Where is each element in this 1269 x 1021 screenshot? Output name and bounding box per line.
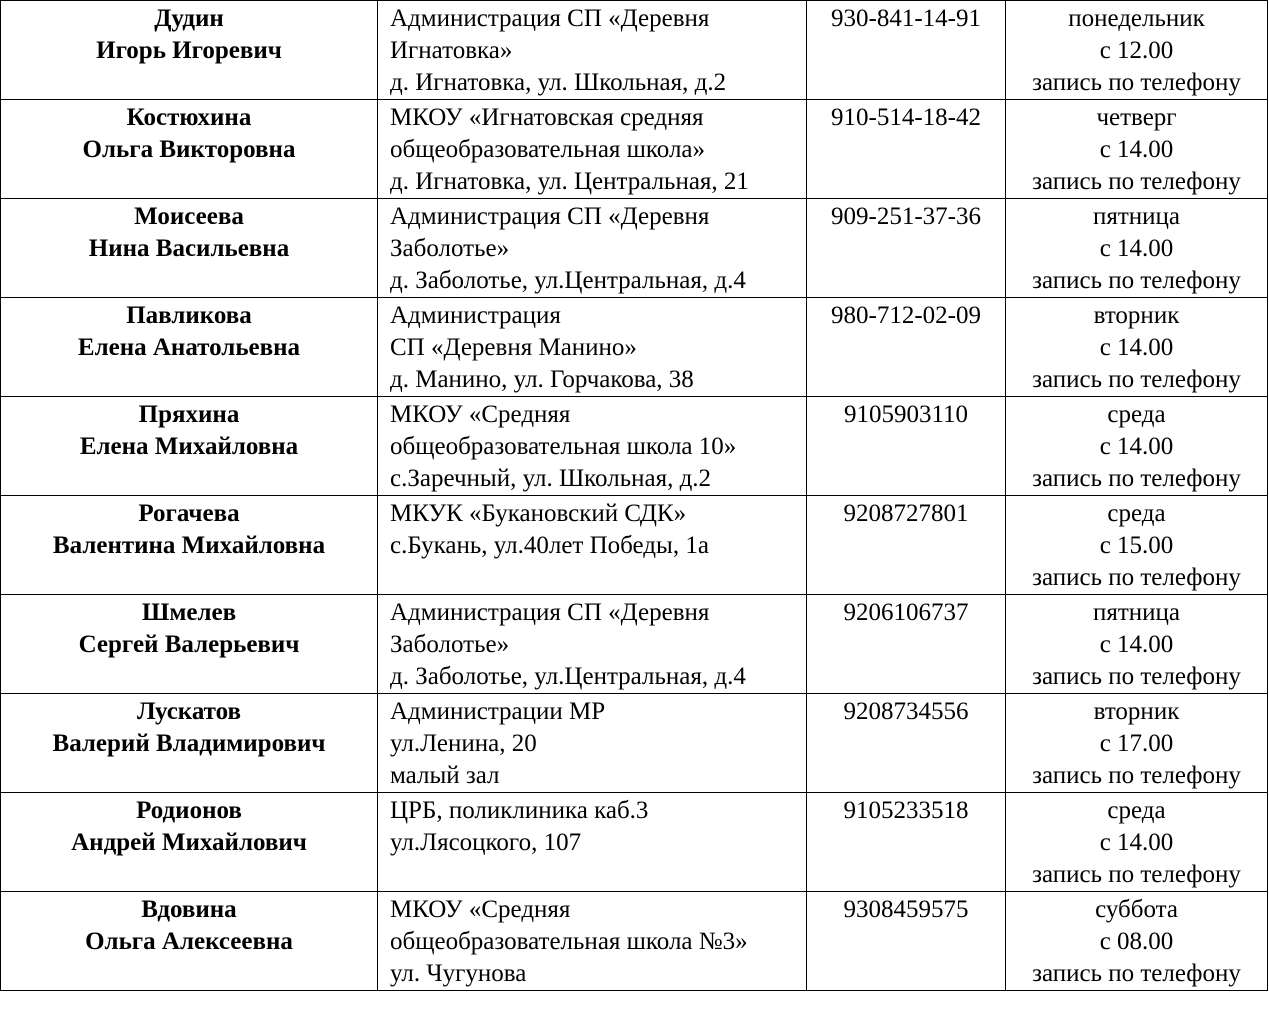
reception-place-cell [378, 199, 807, 298]
reception-hour: с 15.00 [1099, 532, 1174, 559]
place-line: ул. Чугунова [390, 960, 527, 987]
reception-day: четверг [1096, 104, 1177, 131]
person-surname: Вдовина [141, 896, 237, 923]
person-name-cell [1, 397, 378, 496]
reception-place-cell [378, 694, 807, 793]
person-surname: Рогачева [138, 500, 240, 527]
table-row [1, 694, 1268, 793]
reception-time-cell [1006, 595, 1268, 694]
reception-hour: с 12.00 [1099, 37, 1174, 64]
table-row [1, 793, 1268, 892]
place-line: д. Игнатовка, ул. Школьная, д.2 [390, 69, 727, 96]
appointment-note: запись по телефону [1032, 69, 1241, 96]
reception-time-cell [1006, 199, 1268, 298]
reception-hour: с 14.00 [1099, 433, 1174, 460]
phone-cell [807, 496, 1006, 595]
phone-cell [807, 793, 1006, 892]
reception-time-cell [1006, 1, 1268, 100]
reception-hour: с 14.00 [1099, 136, 1174, 163]
table-row [1, 199, 1268, 298]
person-name-cell [1, 298, 378, 397]
phone-number: 9308459575 [843, 896, 969, 923]
person-surname: Костюхина [126, 104, 252, 131]
place-line: Администрация [390, 302, 561, 329]
reception-hour: с 17.00 [1099, 730, 1174, 757]
reception-place-cell [378, 595, 807, 694]
reception-day: среда [1107, 401, 1166, 428]
place-line: Игнатовка» [390, 37, 513, 64]
appointment-note: запись по телефону [1032, 465, 1241, 492]
reception-hour: с 08.00 [1099, 928, 1174, 955]
person-given-names: Ольга Викторовна [82, 136, 296, 163]
appointment-note: запись по телефону [1032, 960, 1241, 987]
person-surname: Родионов [136, 797, 242, 824]
reception-day: среда [1107, 500, 1166, 527]
table-row [1, 595, 1268, 694]
phone-number: 9208734556 [843, 698, 969, 725]
place-line: Заболотье» [390, 235, 510, 262]
phone-cell [807, 397, 1006, 496]
place-line: с.Заречный, ул. Школьная, д.2 [390, 465, 712, 492]
phone-cell [807, 298, 1006, 397]
phone-cell [807, 199, 1006, 298]
place-line: д. Манино, ул. Горчакова, 38 [390, 366, 694, 393]
appointment-note: запись по телефону [1032, 564, 1241, 591]
reception-place-cell [378, 100, 807, 199]
phone-cell [807, 892, 1006, 991]
phone-cell [807, 1, 1006, 100]
appointment-note: запись по телефону [1032, 366, 1241, 393]
place-line: СП «Деревня Манино» [390, 334, 637, 361]
place-line: ул.Лясоцкого, 107 [390, 829, 582, 856]
place-line: с.Букань, ул.40лет Победы, 1а [390, 532, 709, 559]
person-given-names: Ольга Алексеевна [85, 928, 293, 955]
place-line: малый зал [390, 762, 500, 789]
phone-number: 910-514-18-42 [831, 104, 981, 131]
reception-time-cell [1006, 298, 1268, 397]
phone-number: 980-712-02-09 [831, 302, 981, 329]
phone-number: 9105903110 [843, 401, 969, 428]
place-line: д. Игнатовка, ул. Центральная, 21 [390, 168, 749, 195]
reception-day: суббота [1095, 896, 1178, 923]
table-row [1, 496, 1268, 595]
place-line: МКУК «Букановский СДК» [390, 500, 687, 527]
appointment-note: запись по телефону [1032, 267, 1241, 294]
table-row [1, 397, 1268, 496]
place-line: МКОУ «Средняя [390, 896, 571, 923]
phone-number: 9208727801 [843, 500, 969, 527]
place-line: ЦРБ, поликлиника каб.3 [390, 797, 649, 824]
reception-time-cell [1006, 100, 1268, 199]
person-given-names: Елена Михайловна [79, 433, 299, 460]
reception-time-cell [1006, 397, 1268, 496]
phone-cell [807, 595, 1006, 694]
place-line: Администрация СП «Деревня [390, 203, 710, 230]
appointment-note: запись по телефону [1032, 861, 1241, 888]
person-given-names: Валерий Владимирович [52, 730, 326, 757]
person-given-names: Елена Анатольевна [77, 334, 301, 361]
place-line: д. Заболотье, ул.Центральная, д.4 [390, 267, 746, 294]
reception-day: пятница [1092, 203, 1181, 230]
reception-day: среда [1107, 797, 1166, 824]
place-line: Администрация СП «Деревня [390, 5, 710, 32]
reception-hour: с 14.00 [1099, 631, 1174, 658]
person-given-names: Сергей Валерьевич [78, 631, 300, 658]
reception-place-cell [378, 298, 807, 397]
place-line: ул.Ленина, 20 [390, 730, 537, 757]
reception-time-cell [1006, 793, 1268, 892]
person-given-names: Нина Васильевна [88, 235, 290, 262]
person-name-cell [1, 595, 378, 694]
phone-cell [807, 694, 1006, 793]
person-surname: Павликова [126, 302, 252, 329]
phone-number: 909-251-37-36 [831, 203, 981, 230]
person-given-names: Игорь Игоревич [96, 37, 282, 64]
reception-day: понедельник [1068, 5, 1205, 32]
person-name-cell [1, 100, 378, 199]
reception-time-cell [1006, 892, 1268, 991]
table-row [1, 100, 1268, 199]
person-name-cell [1, 1, 378, 100]
appointment-note: запись по телефону [1032, 762, 1241, 789]
person-surname: Пряхина [138, 401, 240, 428]
place-line: д. Заболотье, ул.Центральная, д.4 [390, 663, 746, 690]
reception-hour: с 14.00 [1099, 829, 1174, 856]
place-line: общеобразовательная школа №3» [390, 928, 748, 955]
reception-place-cell [378, 793, 807, 892]
reception-place-cell [378, 496, 807, 595]
reception-place-cell [378, 1, 807, 100]
reception-place-cell [378, 397, 807, 496]
place-line: МКОУ «Средняя [390, 401, 571, 428]
table-row [1, 1, 1268, 100]
reception-time-cell [1006, 694, 1268, 793]
person-surname: Лускатов [136, 698, 242, 725]
place-line: общеобразовательная школа 10» [390, 433, 737, 460]
table-body [1, 1, 1268, 991]
phone-cell [807, 100, 1006, 199]
reception-place-cell [378, 892, 807, 991]
person-name-cell [1, 892, 378, 991]
appointment-note: запись по телефону [1032, 168, 1241, 195]
person-name-cell [1, 199, 378, 298]
person-name-cell [1, 793, 378, 892]
person-given-names: Валентина Михайловна [52, 532, 326, 559]
table-row [1, 892, 1268, 991]
reception-day: вторник [1093, 698, 1180, 725]
person-name-cell [1, 694, 378, 793]
person-surname: Шмелев [141, 599, 237, 626]
place-line: Администрация СП «Деревня [390, 599, 710, 626]
reception-time-cell [1006, 496, 1268, 595]
appointment-note: запись по телефону [1032, 663, 1241, 690]
table-row [1, 298, 1268, 397]
place-line: Администрации МР [390, 698, 606, 725]
place-line: Заболотье» [390, 631, 510, 658]
phone-number: 930-841-14-91 [831, 5, 981, 32]
reception-day: вторник [1093, 302, 1180, 329]
person-given-names: Андрей Михайлович [71, 829, 307, 856]
place-line: общеобразовательная школа» [390, 136, 706, 163]
person-surname: Моисеева [134, 203, 244, 230]
phone-number: 9105233518 [843, 797, 969, 824]
person-surname: Дудин [154, 5, 224, 32]
person-name-cell [1, 496, 378, 595]
reception-hour: с 14.00 [1099, 235, 1174, 262]
reception-day: пятница [1092, 599, 1181, 626]
phone-number: 9206106737 [843, 599, 969, 626]
reception-hour: с 14.00 [1099, 334, 1174, 361]
place-line: МКОУ «Игнатовская средняя [390, 104, 704, 131]
